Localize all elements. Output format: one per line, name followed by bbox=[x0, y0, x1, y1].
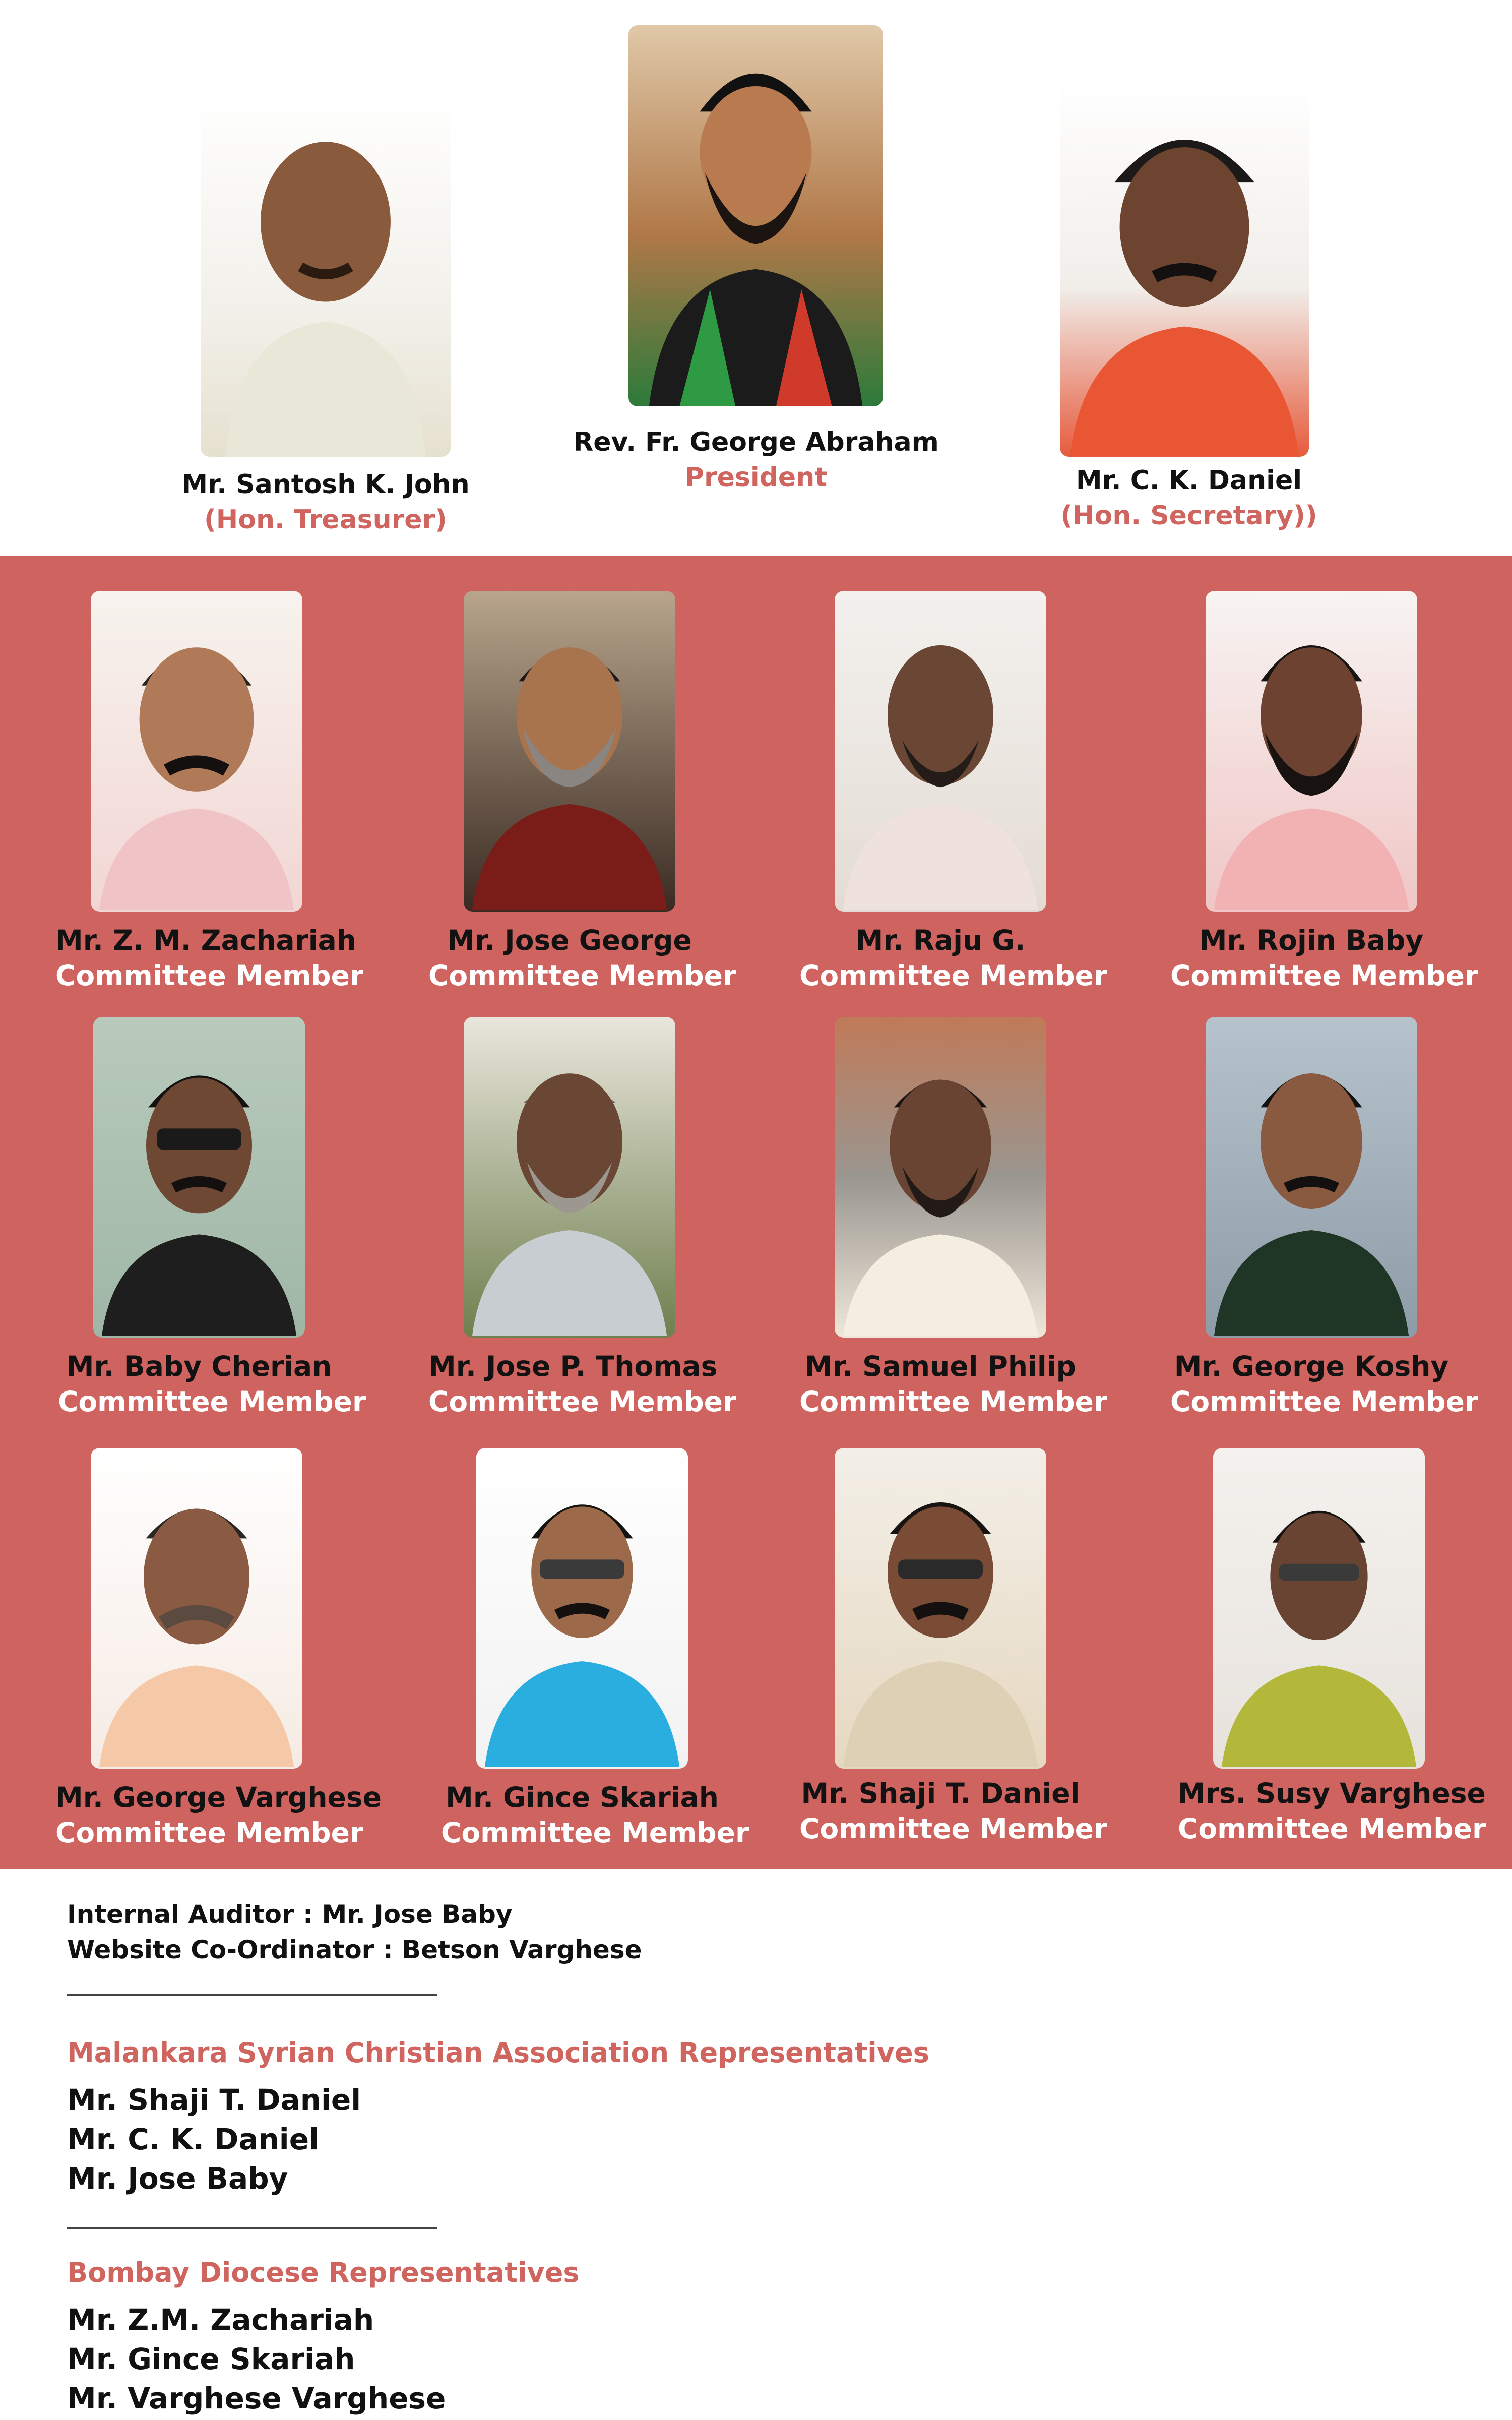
committee-photo bbox=[91, 591, 302, 912]
association-member: Mr. Jose Baby bbox=[67, 2161, 288, 2196]
member-role: Committee Member bbox=[441, 1817, 749, 1849]
photo-president bbox=[628, 25, 883, 406]
committee-card bbox=[55, 1448, 382, 1850]
association-heading: Malankara Syrian Christian Association Representatives bbox=[67, 2037, 929, 2069]
photo-secretary bbox=[1060, 82, 1309, 457]
committee-photo bbox=[464, 1017, 675, 1338]
officer-treasurer bbox=[174, 467, 477, 537]
committee-photo bbox=[835, 591, 1046, 912]
association-member: Mr. Shaji T. Daniel bbox=[67, 2083, 361, 2117]
member-role: Committee Member bbox=[55, 1817, 364, 1849]
committee-photo bbox=[1206, 1017, 1417, 1338]
photo-treasurer bbox=[201, 92, 451, 457]
diocese-member: Mr. Gince Skariah bbox=[67, 2342, 355, 2376]
member-name: Mr. Z. M. Zachariah bbox=[55, 924, 356, 956]
committee-card bbox=[799, 1017, 1108, 1419]
committee-card bbox=[1170, 591, 1479, 993]
committee-photo bbox=[835, 1448, 1046, 1769]
committee-card bbox=[1178, 1448, 1486, 1846]
officer-name: Rev. Fr. George Abraham bbox=[573, 427, 939, 457]
committee-card bbox=[1170, 1017, 1479, 1419]
member-role: Committee Member bbox=[1178, 1812, 1486, 1845]
committee-card bbox=[428, 1017, 737, 1419]
member-name: Mr. Gince Skariah bbox=[446, 1781, 719, 1813]
committee-photo bbox=[1213, 1448, 1425, 1769]
member-name: Mr. George Koshy bbox=[1174, 1350, 1449, 1382]
association-member: Mr. C. K. Daniel bbox=[67, 2122, 319, 2156]
diocese-member: Mr. Z.M. Zachariah bbox=[67, 2303, 374, 2337]
officer-role: (Hon. Secretary)) bbox=[1060, 501, 1317, 531]
member-name: Mr. Shaji T. Daniel bbox=[801, 1777, 1080, 1809]
member-name: Mrs. Susy Varghese bbox=[1178, 1777, 1486, 1809]
member-name: Mr. Baby Cherian bbox=[66, 1350, 332, 1382]
member-role: Committee Member bbox=[428, 959, 737, 992]
portrait-icon bbox=[628, 25, 883, 406]
portrait-icon bbox=[201, 92, 451, 457]
committee-photo bbox=[464, 591, 675, 912]
committee-card bbox=[799, 1448, 1108, 1846]
member-name: Mr. Samuel Philip bbox=[805, 1350, 1076, 1382]
internal-auditor: Internal Auditor : Mr. Jose Baby bbox=[67, 1900, 513, 1929]
portrait-icon bbox=[835, 1448, 1046, 1769]
portrait-icon bbox=[91, 591, 302, 912]
officer-role: (Hon. Treasurer) bbox=[204, 505, 447, 535]
portrait-icon bbox=[476, 1448, 688, 1769]
committee-photo bbox=[91, 1448, 302, 1769]
portrait-icon bbox=[835, 1017, 1046, 1338]
member-name: Mr. Jose George bbox=[447, 924, 692, 956]
member-role: Committee Member bbox=[1170, 959, 1479, 992]
member-role: Committee Member bbox=[799, 959, 1108, 992]
member-name: Mr. George Varghese bbox=[55, 1781, 382, 1813]
officer-role: President bbox=[684, 462, 828, 493]
member-role: Committee Member bbox=[799, 1385, 1108, 1418]
member-role: Committee Member bbox=[799, 1812, 1108, 1845]
member-role: Committee Member bbox=[55, 959, 364, 992]
committee-photo bbox=[93, 1017, 305, 1338]
portrait-icon bbox=[464, 1017, 675, 1338]
diocese-member: Mr. Varghese Varghese bbox=[67, 2381, 446, 2415]
divider bbox=[67, 1994, 437, 1996]
member-role: Committee Member bbox=[1170, 1385, 1479, 1418]
portrait-icon bbox=[464, 591, 675, 912]
committee-card bbox=[441, 1448, 749, 1850]
member-role: Committee Member bbox=[58, 1385, 366, 1418]
divider bbox=[67, 2227, 437, 2229]
member-name: Mr. Jose P. Thomas bbox=[428, 1350, 718, 1382]
officer-secretary bbox=[1038, 463, 1340, 533]
portrait-icon bbox=[1206, 1017, 1417, 1338]
committee-card bbox=[58, 1017, 366, 1419]
committee-card bbox=[799, 591, 1108, 993]
officer-president bbox=[554, 425, 958, 495]
member-role: Committee Member bbox=[428, 1385, 737, 1418]
officer-name: Mr. Santosh K. John bbox=[181, 469, 470, 500]
portrait-icon bbox=[1213, 1448, 1425, 1769]
member-name: Mr. Rojin Baby bbox=[1199, 924, 1424, 956]
officer-name: Mr. C. K. Daniel bbox=[1076, 465, 1302, 496]
committee-card bbox=[428, 591, 737, 993]
committee-card bbox=[55, 591, 364, 993]
committee-photo bbox=[1206, 591, 1417, 912]
website-coordinator: Website Co-Ordinator : Betson Varghese bbox=[67, 1935, 642, 1964]
portrait-icon bbox=[1060, 82, 1309, 457]
committee-photo bbox=[476, 1448, 688, 1769]
portrait-icon bbox=[93, 1017, 305, 1338]
portrait-icon bbox=[1206, 591, 1417, 912]
member-name: Mr. Raju G. bbox=[855, 924, 1026, 956]
committee-band bbox=[0, 556, 1512, 1869]
portrait-icon bbox=[835, 591, 1046, 912]
committee-photo bbox=[835, 1017, 1046, 1338]
portrait-icon bbox=[91, 1448, 302, 1769]
diocese-heading: Bombay Diocese Representatives bbox=[67, 2257, 580, 2288]
